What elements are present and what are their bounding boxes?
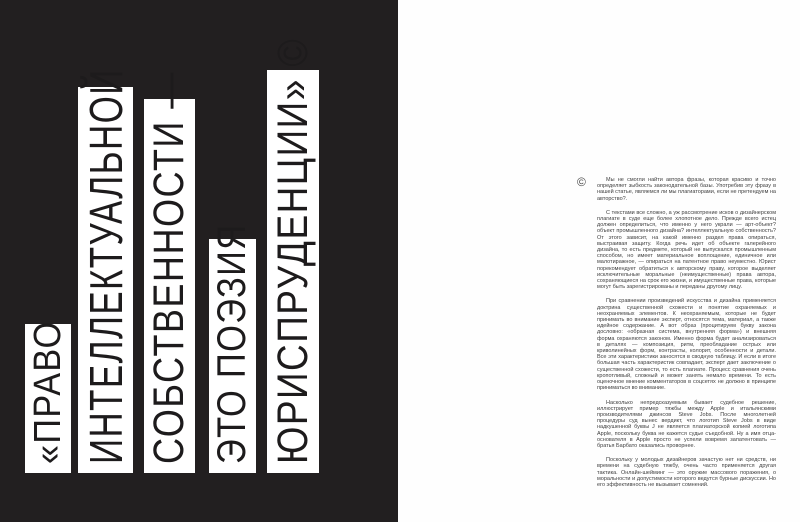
left-page: [0, 0, 398, 522]
quote-bar-intellektualnoy: [78, 68, 133, 473]
article-paragraph: Мы не смогли найти автора фразы, которая красиво и точно определяет зыбкость законодательной базы. Употребив эту фразу в нашей статье, являемся ли мы плагиаторами, если не претендуем на авторство?.: [597, 177, 776, 202]
quote-bar-text: ЮРИСПРУДЕНЦИИ» ©: [268, 37, 317, 464]
article-paragraph: С текстами все сложно, а уж рассмотрение исков о дизайнерском плагиате в суде еще более хлопотное дело. Прежде всего истец должен определиться, что именно у него украли — арт-объект? объект промышленного дизайна? интеллектуальную собственность? От этого зависит, на какой именно раздел права опираться, выстраивая защиту. Когда речь идет об объекте галерейного дизайна, то есть предмете, который не выпускался промышленным способом, но имеет материальное воплощение, единичное или малотиражное, — опираться на патентное право неуместно. Юрист порекомендует обратиться к авторскому праву, которое выделяет исключительные моральные (неимущественные) права автора, сохраняющиеся на срок его жизни, и имущественные права, которые могут быть зарегистрированы и переданы другому лицу.: [597, 209, 776, 291]
quote-bar-text: СОБСТВЕННОСТИ —: [145, 71, 193, 464]
copyright-icon: ©: [577, 175, 586, 189]
quote-bar-text: «ПРАВО: [26, 320, 69, 464]
article-text-column: [597, 177, 776, 496]
quote-bar-text: ЭТО ПОЭЗИЯ: [210, 223, 254, 464]
quote-bar-eto-poeziya: [209, 223, 256, 473]
article-paragraph: Поскольку у молодых дизайнеров зачастую нет ни средств, ни времени на судебную тяжбу, очень часто применяется другая тактика. Онлайн-шейминг — это оружие массового поражения, о моральности и допустимости которого ведутся бурные дискуссии. Но его эффективность не вызывает сомнений.: [597, 457, 776, 488]
right-page: [398, 0, 800, 522]
quote-bar-yurisprudencii: [267, 37, 319, 473]
quote-bar-text: ИНТЕЛЛЕКТУАЛЬНОЙ: [79, 68, 132, 464]
quote-bar-pravo: [25, 320, 71, 473]
article-paragraph: Насколько непредсказуемым бывает судебное решение, иллюстрирует пример тяжбы между Apple и итальянскими производителями джинсов Steve Jobs. После многолетней процедуры суд вынес вердикт, что логотип Steve Jobs в виде надкушенной буквы J не является плагиаторской копией логотипа Apple, поскольку буква не кажется судье съедобной. Ну а имя отца-основателя в Apple просто не успели вовремя запатентовать — братья Барбато оказались проворнее.: [597, 399, 776, 449]
article-paragraph: При сравнении произведений искусства и дизайна применяется доктрина существенной схожести и понятие охраняемых и неохраняемых элементов. К неохраняемым, которые не будет принимать во внимание эксперт, относятся тема, материал, а также идейное содержание. А вот образ (процитируем букву закона дословно: «образная система, внутренняя форма») и внешняя форма охраняются законом. Именно форма будет анализироваться в деталях — композиция, ритм, преобладание острых или криволинейных форм, контрасты, колорит, особенности и детали. Все эти характеристики заносятся в сводную таблицу. И если в итоге большая часть характеристик совпадает, эксперт дает заключение о существенной схожести, то есть плагиате. Процесс сравнения очень кропотливый, сложный и может занять немало времени. То есть оценочное мнение комментаторов в соцсетях не должно в принципе приниматься во внимание.: [597, 298, 776, 392]
quote-bar-sobstvennosti: [144, 71, 195, 473]
